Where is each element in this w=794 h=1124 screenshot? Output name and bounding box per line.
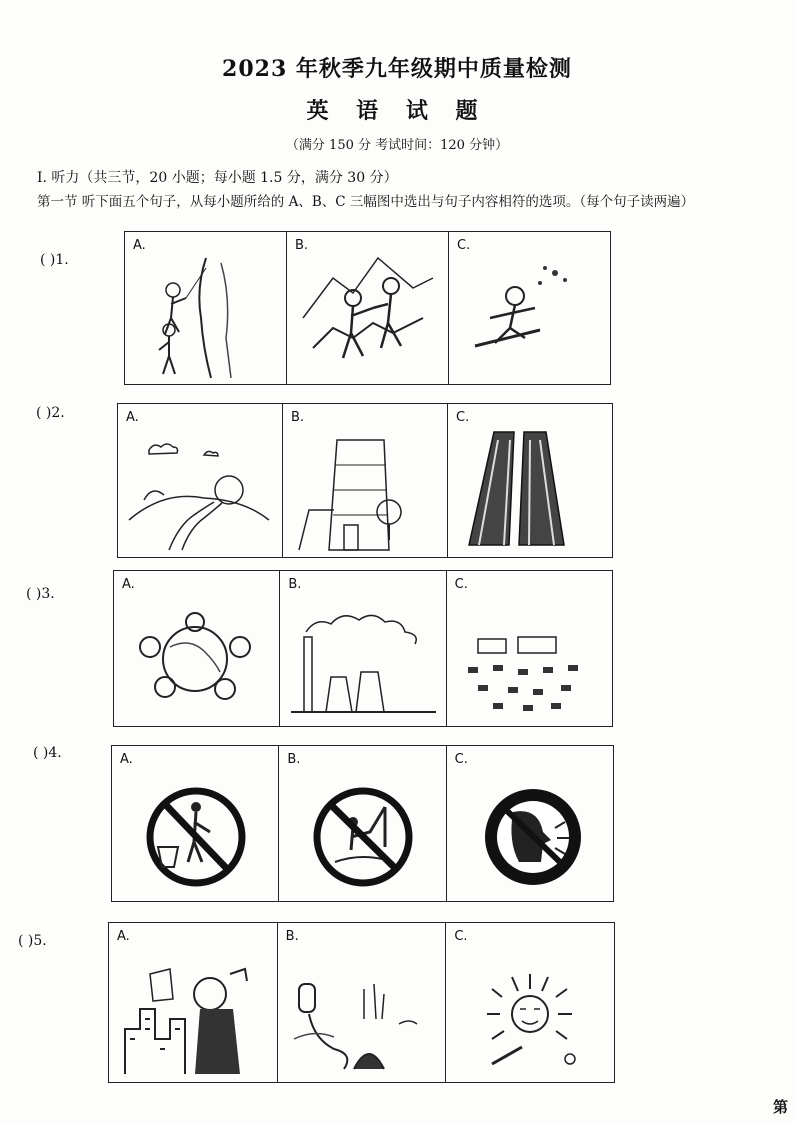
- option-b-cell[interactable]: [283, 404, 448, 557]
- option-c-cell[interactable]: [446, 923, 614, 1082]
- tall-building-picture: [289, 410, 439, 552]
- no-fishing-sign-icon: [285, 752, 440, 897]
- option-label: A.: [126, 410, 139, 425]
- option-label: A.: [133, 238, 146, 253]
- question-2-options: [117, 403, 613, 558]
- option-a-cell[interactable]: [114, 571, 280, 726]
- page-title: 2023 年秋季九年级期中质量检测: [222, 56, 572, 82]
- option-c-cell[interactable]: [449, 232, 610, 384]
- option-a-cell[interactable]: [109, 923, 278, 1082]
- part1-instructions: 第一节 听下面五个句子，从每小题所给的 A、B、C 三幅图中选出与句子内容相符的选项。（每个句子读两遍）: [37, 194, 695, 210]
- section-heading: I. 听力（共三节，20 小题；每小题 1.5 分，满分 30 分）: [37, 170, 398, 186]
- city-and-man-picture: [115, 929, 273, 1079]
- score-time-line: （满分 150 分 考试时间：120 分钟）: [285, 138, 509, 153]
- question-number-5: ( )5.: [18, 933, 47, 949]
- question-number-1: ( )1.: [40, 252, 69, 268]
- skateboarder-picture: [455, 238, 605, 378]
- question-number-4: ( )4.: [33, 745, 62, 761]
- option-label: A.: [122, 577, 135, 592]
- polluted-river-picture: [284, 929, 442, 1079]
- option-a-cell[interactable]: [118, 404, 283, 557]
- option-label: C.: [454, 929, 468, 944]
- page-subtitle: 英 语 试 题: [306, 98, 488, 124]
- option-b-cell[interactable]: [278, 923, 447, 1082]
- option-label: C.: [454, 577, 468, 592]
- option-b-cell[interactable]: [287, 232, 449, 384]
- question-4-options: [111, 745, 614, 902]
- question-number-3: ( )3.: [26, 586, 55, 602]
- option-label: B.: [287, 752, 301, 767]
- option-label: A.: [120, 752, 133, 767]
- option-c-cell[interactable]: [448, 404, 612, 557]
- option-label: C.: [456, 410, 470, 425]
- rock-climbing-picture: [131, 238, 271, 378]
- mountain-hikers-picture: [293, 238, 441, 378]
- option-b-cell[interactable]: [279, 746, 446, 901]
- option-c-cell[interactable]: [447, 746, 613, 901]
- question-number-2: ( )2.: [36, 405, 65, 421]
- factory-pollution-picture: [286, 577, 441, 722]
- option-label: B.: [295, 238, 309, 253]
- page-mark: 第: [772, 1098, 788, 1116]
- question-1-options: [124, 231, 611, 385]
- traffic-jam-picture: [453, 577, 608, 722]
- question-3-options: [113, 570, 613, 727]
- option-label: A.: [117, 929, 130, 944]
- option-label: B.: [285, 929, 299, 944]
- option-b-cell[interactable]: [280, 571, 446, 726]
- children-around-globe-picture: [120, 577, 275, 722]
- countryside-path-picture: [124, 410, 274, 552]
- option-label: C.: [454, 752, 468, 767]
- option-a-cell[interactable]: [125, 232, 287, 384]
- option-label: B.: [288, 577, 302, 592]
- option-label: B.: [291, 410, 305, 425]
- no-littering-sign-icon: [118, 752, 273, 897]
- noisy-scene-picture: [452, 929, 610, 1079]
- question-5-options: [108, 922, 615, 1083]
- no-shouting-sign-icon: [453, 752, 608, 897]
- option-a-cell[interactable]: [112, 746, 279, 901]
- option-label: C.: [457, 238, 471, 253]
- option-c-cell[interactable]: [447, 571, 612, 726]
- twin-skyscrapers-picture: [454, 410, 604, 552]
